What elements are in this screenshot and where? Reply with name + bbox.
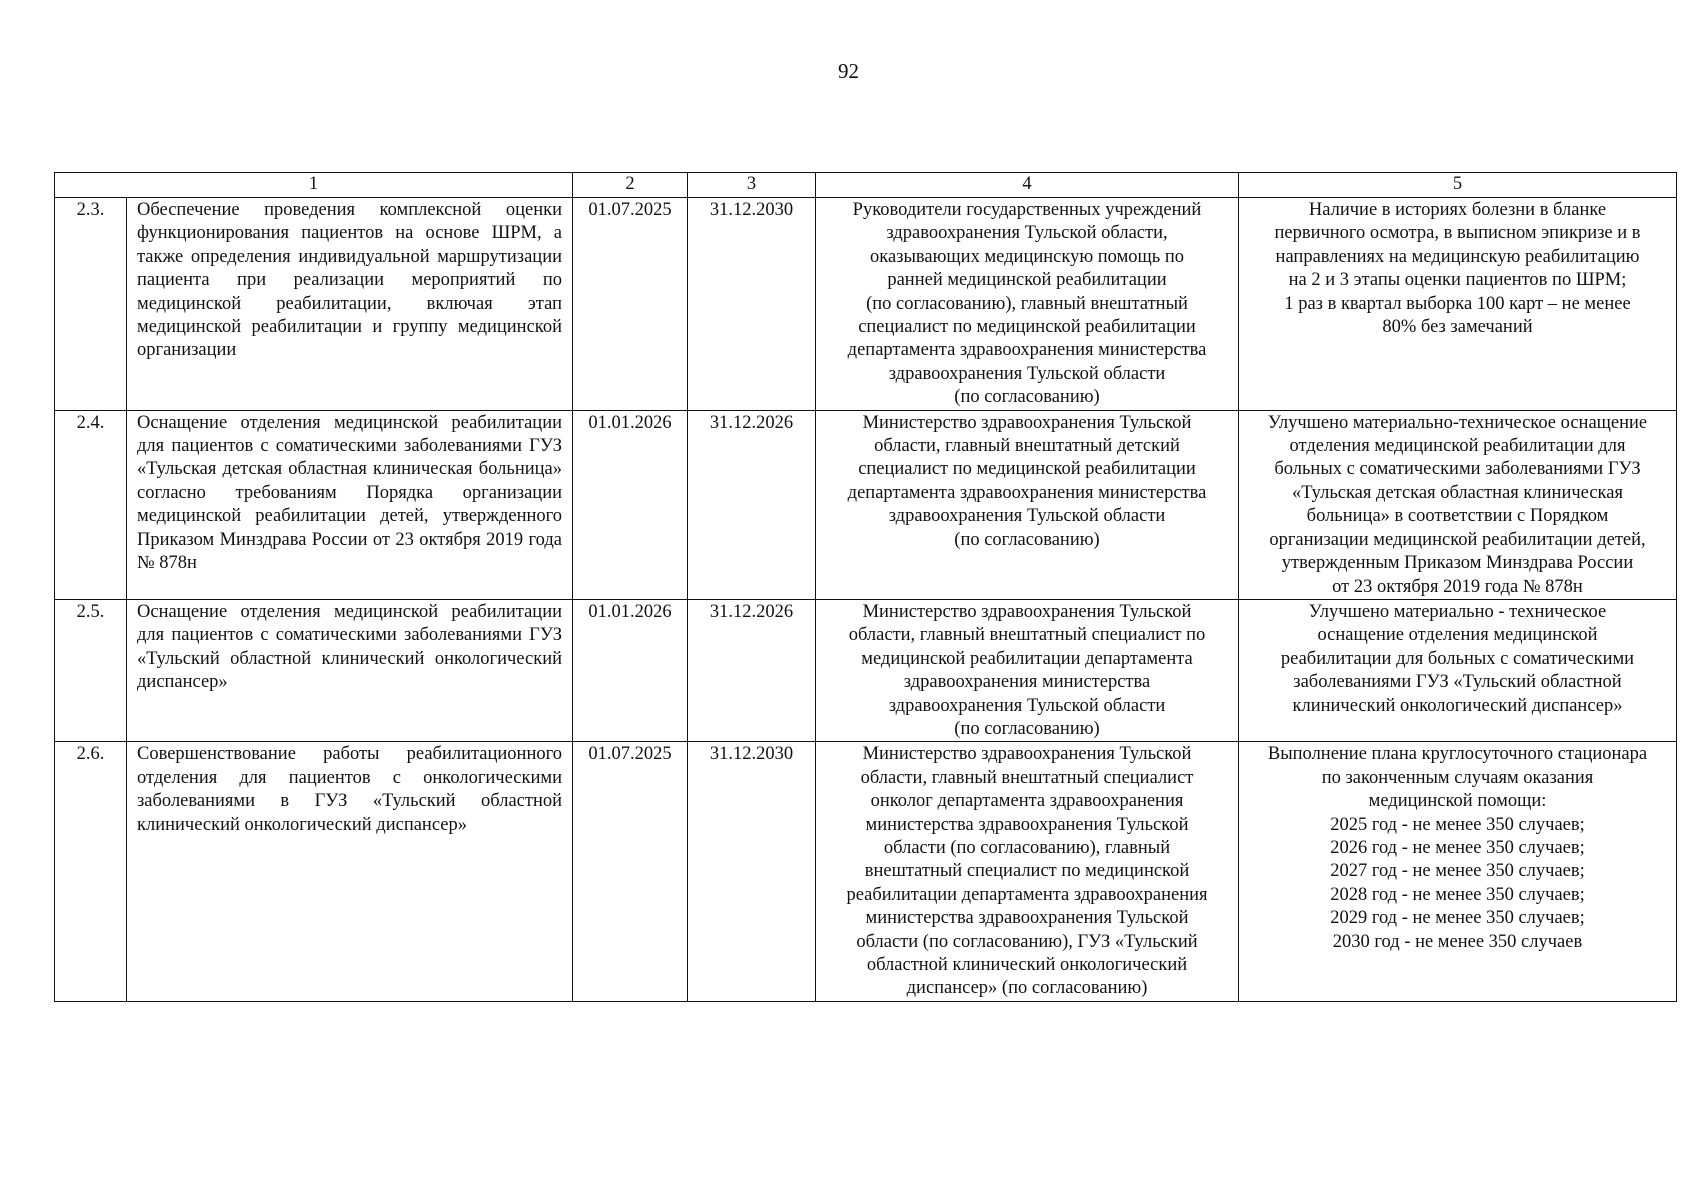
result-line: больных с соматическими заболеваниями ГУЗ (1274, 459, 1641, 480)
start-date: 01.01.2026 (573, 410, 688, 599)
item-number: 2.6. (55, 742, 127, 1001)
responsible-line: области (по согласованию), главный (883, 837, 1171, 858)
responsible-cell (816, 742, 1239, 1001)
page-number: 92 (838, 59, 859, 83)
responsible-line: оказывающих медицинскую помощь по (870, 246, 1184, 267)
responsible-line: (по согласованию), главный внештатный (866, 293, 1188, 314)
result-cell (1239, 410, 1677, 599)
responsible-line: (по согласованию) (954, 718, 1100, 739)
responsible-line: (по согласованию) (954, 387, 1100, 408)
end-date: 31.12.2026 (688, 599, 816, 741)
responsible-line: области (по согласованию), ГУЗ «Тульский (856, 931, 1198, 952)
header-cell-4: 4 (816, 173, 1239, 198)
result-line: 2027 год - не менее 350 случаев; (1330, 861, 1585, 882)
item-number: 2.4. (55, 410, 127, 599)
table-header-row (55, 173, 1677, 198)
result-line: 1 раз в квартал выборка 100 карт – не менее (1284, 293, 1631, 314)
result-line: организации медицинской реабилитации детей, (1269, 529, 1646, 550)
responsible-cell (816, 599, 1239, 741)
start-date: 01.07.2025 (573, 198, 688, 411)
responsible-line: Министерство здравоохранения Тульской (862, 744, 1192, 765)
responsible-line: Руководители государственных учреждений (852, 200, 1202, 220)
responsible-line: здравоохранения Тульской области (888, 695, 1166, 716)
table-row (55, 742, 1677, 1001)
result-cell (1239, 198, 1677, 411)
responsible-line: здравоохранения Тульской области (888, 363, 1166, 384)
responsible-line: специалист по медицинской реабилитации (858, 459, 1196, 480)
result-line: на 2 и 3 этапы оценки пациентов по ШРМ; (1288, 270, 1627, 291)
result-line: больница» в соответствии с Порядком (1306, 506, 1609, 527)
responsible-line: областной клинический онкологический (866, 955, 1188, 975)
result-line: по законченным случаям оказания (1321, 767, 1594, 788)
result-line: медицинской помощи: (1368, 791, 1547, 812)
responsible-line: онколог департамента здравоохранения (870, 791, 1184, 812)
responsible-line: Министерство здравоохранения Тульской (862, 601, 1192, 622)
responsible-line: Министерство здравоохранения Тульской (862, 412, 1192, 433)
responsible-line: области, главный внештатный специалист по (848, 625, 1206, 646)
item-number: 2.3. (55, 198, 127, 411)
responsible-cell (816, 198, 1239, 411)
result-line: 2026 год - не менее 350 случаев; (1330, 837, 1585, 858)
result-line: первичного осмотра, в выписном эпикризе и в (1274, 223, 1641, 244)
responsible-line: (по согласованию) (954, 529, 1100, 550)
result-line: 2025 год - не менее 350 случаев; (1330, 814, 1585, 835)
result-line: направлениях на медицинскую реабилитацию (1275, 246, 1640, 267)
responsible-line: ранней медицинской реабилитации (887, 270, 1167, 291)
result-line: клинический онкологический диспансер» (1292, 695, 1623, 716)
responsible-line: здравоохранения министерства (903, 672, 1151, 693)
result-line: 2029 год - не менее 350 случаев; (1330, 908, 1585, 929)
result-line: 2030 год - не менее 350 случаев (1332, 931, 1583, 952)
responsible-line: департамента здравоохранения министерства (847, 340, 1207, 361)
header-cell-1: 1 (55, 173, 573, 198)
table-row (55, 410, 1677, 599)
header-cell-3: 3 (688, 173, 816, 198)
result-line: оснащение отделения медицинской (1317, 625, 1598, 646)
table-row (55, 599, 1677, 741)
responsible-line: специалист по медицинской реабилитации (858, 317, 1196, 338)
responsible-line: медицинской реабилитации департамента (861, 648, 1193, 669)
responsible-line: области, главный внештатный специалист (860, 767, 1194, 788)
item-name: Оснащение отделения медицинской реабилитации для пациентов с соматическими заболеваниями ГУЗ «Тульская детская областная клиническая больница» согласно требованиям Порядка организации медицинской реабилитации детей, утвержденного Приказом Минздрава России от 23 октября 2019 года № 878н (127, 410, 573, 599)
item-name: Обеспечение проведения комплексной оценки функционирования пациентов на основе ШРМ, а также определения индивидуальной маршрутизации пациента при реализации мероприятий по медицинской реабилитации, включая этап медицинской реабилитации и группу медицинской организации (127, 198, 573, 411)
result-line: от 23 октября 2019 года № 878н (1332, 576, 1583, 597)
result-line: реабилитации для больных с соматическими (1280, 648, 1635, 669)
responsible-line: области, главный внештатный детский (874, 436, 1180, 457)
result-line: «Тульская детская областная клиническая (1292, 482, 1623, 503)
item-name: Совершенствование работы реабилитационного отделения для пациентов с онкологическими заболеваниями в ГУЗ «Тульский областной клинический онкологический диспансер» (127, 742, 573, 1001)
responsible-line: министерства здравоохранения Тульской (865, 814, 1189, 835)
end-date: 31.12.2030 (688, 198, 816, 411)
item-name: Оснащение отделения медицинской реабилитации для пациентов с соматическими заболеваниями ГУЗ «Тульский областной клинический онкологический диспансер» (127, 599, 573, 741)
header-cell-5: 5 (1239, 173, 1677, 198)
result-line: 2028 год - не менее 350 случаев; (1330, 884, 1585, 905)
header-cell-2: 2 (573, 173, 688, 198)
result-line: Наличие в историях болезни в бланке (1308, 200, 1607, 220)
responsible-line: здравоохранения Тульской области (888, 506, 1166, 527)
responsible-line: внештатный специалист по медицинской (864, 861, 1190, 882)
result-line: Улучшено материально-техническое оснащение (1267, 412, 1648, 433)
end-date: 31.12.2026 (688, 410, 816, 599)
result-line: заболеваниями ГУЗ «Тульский областной (1293, 672, 1622, 693)
result-line: Выполнение плана круглосуточного стационара (1267, 744, 1648, 765)
result-cell (1239, 742, 1677, 1001)
responsible-line: департамента здравоохранения министерства (847, 482, 1207, 503)
result-line: утвержденным Приказом Минздрава России (1281, 553, 1634, 574)
end-date: 31.12.2030 (688, 742, 816, 1001)
plan-table (54, 172, 1677, 1002)
responsible-line: реабилитации департамента здравоохранения (846, 884, 1208, 905)
start-date: 01.01.2026 (573, 599, 688, 741)
item-number: 2.5. (55, 599, 127, 741)
table-row (55, 198, 1677, 411)
result-line: отделения медицинской реабилитации для (1289, 436, 1626, 457)
responsible-line: здравоохранения Тульской области, (886, 223, 1168, 244)
responsible-line: диспансер» (по согласованию) (906, 978, 1148, 999)
start-date: 01.07.2025 (573, 742, 688, 1001)
responsible-line: министерства здравоохранения Тульской (865, 908, 1189, 929)
result-cell (1239, 599, 1677, 741)
result-line: Улучшено материально - техническое (1308, 601, 1607, 622)
result-line: 80% без замечаний (1382, 317, 1533, 338)
responsible-cell (816, 410, 1239, 599)
